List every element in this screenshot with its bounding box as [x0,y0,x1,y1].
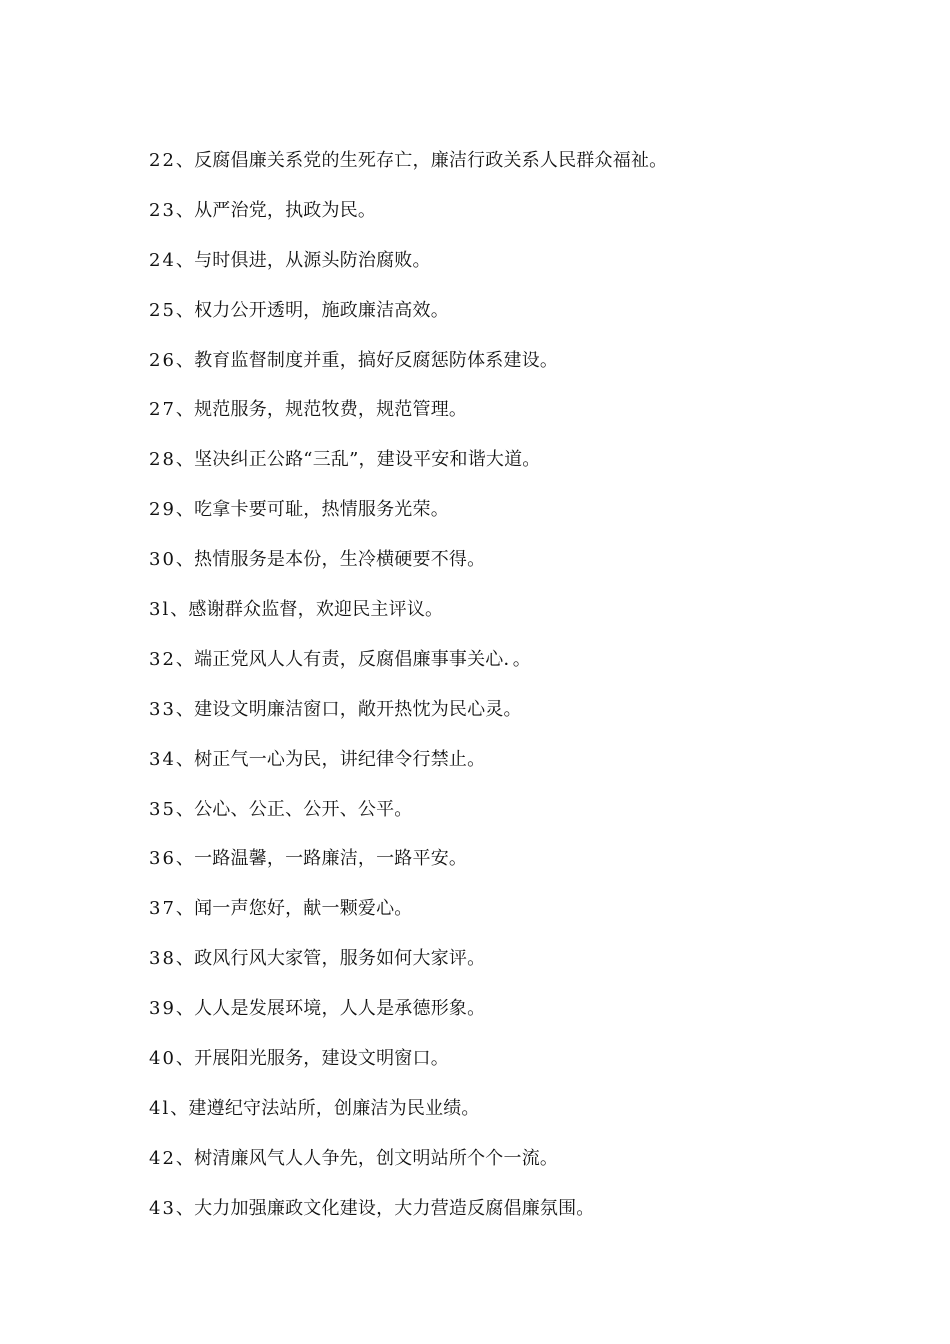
slogan-list [149,146,869,1244]
slogan-line [149,495,869,545]
slogan-text: 、一路温馨，一路廉洁，一路平安。 [175,848,468,870]
slogan-text: 、建设文明廉洁窗口，敞开热忱为民心灵。 [175,698,522,720]
slogan-number: 27 [149,399,176,421]
slogan-text: 、感谢群众监督，欢迎民主评议。 [170,599,444,621]
slogan-line [149,695,869,745]
slogan-text: 、与时俱进，从源头防治腐败。 [175,249,431,271]
slogan-number: 34 [149,748,176,770]
slogan-text: 、教育监督制度并重，搞好反腐惩防体系建设。 [175,349,559,371]
slogan-line [149,645,869,695]
slogan-text: 、政风行风大家管，服务如何大家评。 [175,948,486,970]
slogan-line [149,146,869,196]
slogan-number: 29 [149,499,176,521]
slogan-line [149,196,869,246]
slogan-number: 40 [149,1048,176,1070]
slogan-line [149,595,869,645]
slogan-number: 26 [149,349,176,371]
slogan-number: 35 [149,798,176,820]
slogan-number: 30 [149,549,176,571]
slogan-number: 24 [149,249,176,271]
slogan-text: 、权力公开透明，施政廉洁高效。 [175,299,449,321]
slogan-line [149,246,869,296]
slogan-text: 、大力加强廉政文化建设，大力营造反腐倡廉氛围。 [175,1197,595,1219]
slogan-line [149,445,869,495]
slogan-text: 、从严治党，执政为民。 [175,199,377,221]
slogan-number: 36 [149,848,176,870]
slogan-text: 、规范服务，规范牧费，规范管理。 [175,399,468,421]
slogan-number: 43 [149,1197,176,1219]
slogan-text: 、树清廉风气人人争先，创文明站所个个一流。 [175,1147,559,1169]
slogan-line [149,994,869,1044]
slogan-line [149,894,869,944]
slogan-text: 、公心、公正、公开、公平。 [175,798,413,820]
slogan-number: 39 [149,998,176,1020]
slogan-number: 25 [149,299,176,321]
slogan-number: 3l [149,599,171,621]
slogan-number: 23 [149,199,176,221]
slogan-line [149,346,869,396]
slogan-number: 28 [149,449,176,471]
slogan-text: 、闻一声您好，献一颗爱心。 [175,898,413,920]
slogan-line [149,795,869,845]
slogan-line [149,395,869,445]
slogan-text: 、坚决纠正公路“三乱”，建设平安和谐大道。 [175,449,541,471]
slogan-number: 32 [149,648,176,670]
slogan-text: 、吃拿卡要可耻，热情服务光荣。 [175,499,449,521]
slogan-line [149,745,869,795]
slogan-line [149,1094,869,1144]
slogan-line [149,296,869,346]
slogan-text: 、端正党风人人有责，反腐倡廉事事关心．。 [175,648,531,670]
slogan-text: 、树正气一心为民，讲纪律令行禁止。 [175,748,486,770]
slogan-line [149,1194,869,1244]
slogan-line [149,1044,869,1094]
slogan-number: 33 [149,698,176,720]
slogan-number: 37 [149,898,176,920]
slogan-line [149,545,869,595]
slogan-text: 、开展阳光服务，建设文明窗口。 [175,1048,449,1070]
slogan-line [149,944,869,994]
slogan-text: 、热情服务是本份，生冷横硬要不得。 [175,549,486,571]
slogan-line [149,1144,869,1194]
slogan-text: 、反腐倡廉关系党的生死存亡，廉洁行政关系人民群众福祉。 [175,150,668,171]
slogan-number: 42 [149,1147,176,1169]
slogan-number: 4l [149,1097,171,1119]
slogan-number: 22 [149,150,176,171]
slogan-text: 、人人是发展环境，人人是承德形象。 [175,998,486,1020]
slogan-number: 38 [149,948,176,970]
slogan-text: 、建遵纪守法站所，创廉洁为民业绩。 [170,1097,480,1119]
slogan-line [149,844,869,894]
